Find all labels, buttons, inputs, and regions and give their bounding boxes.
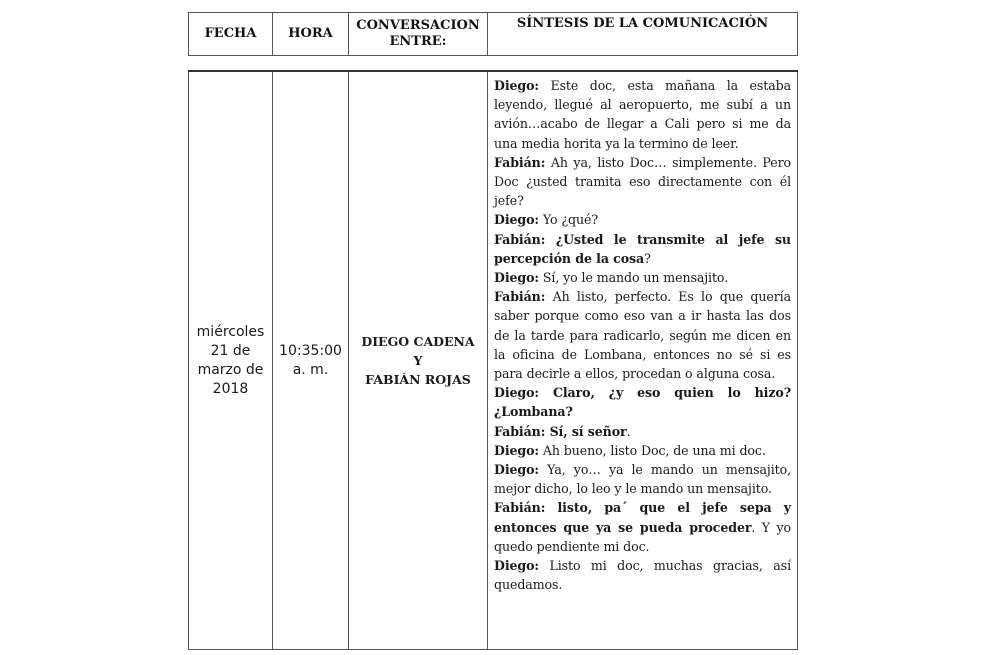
dialogue-text: Ah bueno, listo Doc, de una mi doc. [538, 442, 766, 458]
speaker-label: Diego: [494, 212, 539, 228]
dialogue-text: Sí, yo le mando un mensajito. [538, 270, 729, 286]
header-sintesis: SÍNTESIS DE LA COMUNICACIÓN [488, 13, 798, 56]
cell-conversacion [349, 71, 488, 650]
speaker-label: Diego: [494, 270, 539, 286]
dialogue-line [494, 556, 791, 594]
table-row [189, 71, 798, 650]
speaker-label: Fabián: [494, 500, 546, 516]
dialogue-text: ? [644, 250, 651, 266]
speaker-label: Diego: [494, 442, 539, 458]
cell-sintesis [488, 71, 798, 650]
dialogue-text: Este doc, esta mañana la estaba leyendo, llegué al aeropuerto, me subí a un avión…acabo de llegar a Cali pero si me da una media horita ya la termino de leer. [494, 78, 791, 151]
speaker-label: Fabián: [494, 154, 546, 170]
bold-text: Claro, ¿y eso quien lo hizo? ¿Lombana? [494, 385, 791, 420]
cell-hora [273, 71, 349, 650]
conversation-table [188, 70, 798, 650]
header-hora: HORA [273, 13, 349, 56]
dialogue-line [494, 268, 791, 287]
dialogue-text: Yo ¿qué? [538, 212, 599, 228]
speaker-label: Fabián: [494, 289, 546, 305]
bold-text: Sí, sí señor [545, 423, 627, 439]
dialogue-line [494, 287, 791, 383]
speaker-label: Fabián: [494, 423, 546, 439]
bold-text: ¿Usted le transmite al jefe su percepción de la cosa [494, 231, 791, 266]
conversacion-line: Y [413, 353, 423, 368]
cell-fecha [189, 71, 273, 650]
header-table [188, 12, 798, 56]
dialogue-line [494, 383, 791, 421]
dialogue-line [494, 422, 791, 441]
conversacion-line: FABIÁN ROJAS [365, 372, 471, 387]
dialogue-line [494, 230, 791, 268]
dialogue-line [494, 76, 791, 153]
speaker-label: Diego: [494, 462, 539, 478]
speaker-label: Diego: [494, 385, 539, 401]
conversacion-line: DIEGO CADENA [361, 334, 475, 349]
speaker-label: Diego: [494, 78, 539, 93]
fecha-line: 21 de [210, 342, 251, 359]
dialogue-text: Listo mi doc, muchas gracias, así quedamos. [494, 558, 791, 593]
fecha-line: 2018 [212, 380, 249, 397]
bold-text: listo, pa´ que el jefe sepa y entonces que ya se pueda proceder [494, 500, 791, 535]
hora-line: a. m. [292, 361, 329, 378]
dialogue-text: Ah listo, perfecto. Es lo que quería saber porque como eso van a ir hasta las dos de la tarde para radicarlo, según me dicen en la oficina de Lombana, entonces no sé si es para decirle a ellos, procedan o alguna cosa. [494, 289, 791, 382]
fecha-line: miércoles [196, 323, 265, 340]
dialogue-line [494, 210, 791, 229]
header-conversacion: CONVERSACION ENTRE: [349, 13, 488, 56]
fecha-line: marzo de [197, 361, 264, 378]
hora-line: 10:35:00 [279, 342, 342, 359]
dialogue-line [494, 498, 791, 556]
dialogue-line [494, 460, 791, 498]
dialogue-text: Ah ya, listo Doc… simplemente. Pero Doc ¿usted tramita eso directamente con él jefe? [494, 154, 791, 209]
dialogue-line [494, 441, 791, 460]
speaker-label: Fabián: [494, 231, 546, 247]
dialogue-text: Ya, yo… ya le mando un mensajito, mejor dicho, lo leo y le mando un mensajito. [494, 462, 791, 497]
header-fecha: FECHA [189, 13, 273, 56]
speaker-label: Diego: [494, 558, 539, 574]
dialogue-line [494, 153, 791, 211]
dialogue-text: . [626, 423, 631, 439]
dialogue-text: . Y yo quedo pendiente mi doc. [494, 519, 792, 554]
